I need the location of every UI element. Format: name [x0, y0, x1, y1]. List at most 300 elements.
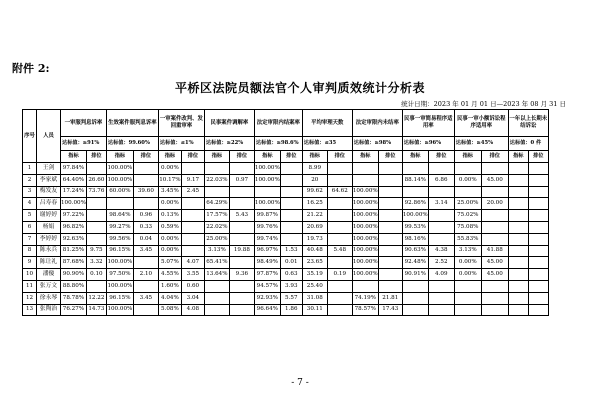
index-cell	[454, 304, 481, 316]
index-cell	[508, 163, 528, 175]
index-cell: 97.22%	[61, 210, 87, 222]
rank-cell: 1.53	[280, 245, 302, 257]
index-cell: 74.19%	[352, 292, 378, 304]
index-cell: 17.24%	[61, 186, 87, 198]
rank-cell	[181, 245, 204, 257]
target-value: 达标值：≥91%	[61, 137, 107, 151]
rank-cell: 4.38	[428, 245, 454, 257]
index-cell: 100.00%	[352, 269, 378, 281]
target-value: 达标值：≤35	[302, 137, 352, 151]
rank-cell	[133, 163, 158, 175]
rank-cell	[528, 174, 548, 186]
rank-cell	[428, 280, 454, 292]
row-seq: 13	[23, 304, 37, 316]
rank-cell: 2.52	[428, 257, 454, 269]
row-person-name: 吕寿春	[37, 198, 61, 210]
rank-cell: 14.73	[86, 304, 106, 316]
rank-cell: 2.10	[133, 269, 158, 281]
rank-cell: 9.75	[86, 245, 106, 257]
rank-cell	[86, 280, 106, 292]
index-cell	[352, 163, 378, 175]
rank-cell	[481, 186, 508, 198]
row-seq: 11	[23, 280, 37, 292]
index-cell	[508, 210, 528, 222]
index-cell: 3.13%	[204, 245, 229, 257]
rank-cell	[528, 221, 548, 233]
rank-cell	[229, 280, 254, 292]
rank-cell	[428, 186, 454, 198]
rank-cell: 20.00	[481, 198, 508, 210]
rank-cell	[378, 233, 402, 245]
index-cell: 88.80%	[61, 280, 87, 292]
index-cell: 40.48	[302, 245, 327, 257]
row-person-name: 李家斌	[37, 174, 61, 186]
rank-cell	[181, 163, 204, 175]
annex-label: 附件 2:	[12, 62, 50, 75]
rank-cell: 45.00	[481, 174, 508, 186]
index-cell: 96.15%	[106, 292, 133, 304]
rank-cell	[229, 292, 254, 304]
target-value: 达标值：0 件	[508, 137, 548, 151]
target-value: 达标值：99.60%	[106, 137, 158, 151]
rank-cell	[528, 304, 548, 316]
index-cell: 22.03%	[204, 174, 229, 186]
metric-header: 法定审限内未结率	[352, 110, 402, 137]
index-cell: 100.00%	[352, 210, 378, 222]
index-cell: 55.83%	[454, 233, 481, 245]
index-cell: 20	[302, 174, 327, 186]
index-cell: 100.00%	[61, 198, 87, 210]
index-cell: 0.00%	[454, 174, 481, 186]
index-cell: 0.00%	[158, 233, 181, 245]
rank-cell	[528, 245, 548, 257]
index-cell: 23.65	[302, 257, 327, 269]
rank-subheader: 排位	[86, 151, 106, 163]
index-cell	[402, 186, 428, 198]
index-cell	[402, 163, 428, 175]
index-subheader: 指标	[302, 151, 327, 163]
rank-cell	[181, 221, 204, 233]
index-cell: 100.00%	[352, 233, 378, 245]
rank-cell: 3.04	[181, 292, 204, 304]
rank-cell	[428, 210, 454, 222]
index-cell: 5.07%	[158, 257, 181, 269]
index-cell: 0.00%	[158, 163, 181, 175]
rank-cell	[327, 292, 352, 304]
rank-cell: 17.43	[378, 304, 402, 316]
index-cell: 0.00%	[454, 257, 481, 269]
row-seq: 10	[23, 269, 37, 281]
row-seq: 12	[23, 292, 37, 304]
row-person-name: 张陶治	[37, 304, 61, 316]
target-row	[23, 137, 549, 151]
index-cell	[402, 292, 428, 304]
rank-cell: 0.60	[181, 280, 204, 292]
index-subheader: 指标	[508, 151, 528, 163]
rank-cell: 0.01	[280, 257, 302, 269]
target-value: 达标值：≤1%	[158, 137, 204, 151]
rank-cell: 5.57	[280, 292, 302, 304]
index-cell: 99.76%	[254, 221, 280, 233]
rank-cell: 9.36	[229, 269, 254, 281]
rank-cell	[133, 280, 158, 292]
index-cell: 81.25%	[61, 245, 87, 257]
rank-subheader: 排位	[378, 151, 402, 163]
index-cell: 8.99	[302, 163, 327, 175]
rank-cell	[327, 210, 352, 222]
index-cell: 88.14%	[402, 174, 428, 186]
index-cell	[204, 292, 229, 304]
rank-cell	[280, 174, 302, 186]
rank-cell	[528, 269, 548, 281]
rank-cell: 0.10	[86, 269, 106, 281]
index-cell	[402, 280, 428, 292]
index-cell: 76.27%	[61, 304, 87, 316]
rank-cell	[327, 163, 352, 175]
rank-cell: 0.33	[133, 221, 158, 233]
rank-cell	[181, 210, 204, 222]
index-cell	[254, 186, 280, 198]
index-cell: 96.82%	[61, 221, 87, 233]
rank-cell: 45.00	[481, 257, 508, 269]
index-cell: 25.00%	[204, 233, 229, 245]
index-subheader: 指标	[204, 151, 229, 163]
index-cell	[508, 257, 528, 269]
rank-cell	[378, 280, 402, 292]
target-value: 达标值：≥98%	[352, 137, 402, 151]
rank-cell	[327, 221, 352, 233]
rank-cell: 3.55	[181, 269, 204, 281]
index-cell: 100.00%	[352, 221, 378, 233]
table-row	[23, 245, 549, 257]
index-cell	[508, 304, 528, 316]
index-cell: 99.74%	[254, 233, 280, 245]
rank-cell	[528, 198, 548, 210]
index-cell: 97.87%	[254, 269, 280, 281]
index-subheader: 指标	[254, 151, 280, 163]
index-cell: 0.00%	[158, 245, 181, 257]
rank-cell: 9.17	[181, 174, 204, 186]
rank-cell	[280, 198, 302, 210]
index-cell: 17.57%	[204, 210, 229, 222]
rank-cell	[481, 221, 508, 233]
row-person-name: 谢婷婷	[37, 210, 61, 222]
index-cell	[454, 292, 481, 304]
rank-cell	[528, 186, 548, 198]
index-cell: 92.93%	[254, 292, 280, 304]
rank-cell	[86, 210, 106, 222]
index-cell: 100.00%	[106, 304, 133, 316]
index-subheader: 指标	[352, 151, 378, 163]
rank-cell: 12.22	[86, 292, 106, 304]
index-cell: 1.60%	[158, 280, 181, 292]
document-title: 平桥区法院员额法官个人审判质效统计分析表	[174, 81, 425, 95]
index-cell	[454, 163, 481, 175]
rank-cell: 45.00	[481, 269, 508, 281]
rank-cell: 4.07	[181, 257, 204, 269]
index-cell: 99.27%	[106, 221, 133, 233]
index-cell	[352, 174, 378, 186]
rank-cell	[428, 221, 454, 233]
rank-cell	[428, 304, 454, 316]
index-cell: 16.25	[302, 198, 327, 210]
index-cell: 94.57%	[254, 280, 280, 292]
rank-cell	[327, 304, 352, 316]
table-row	[23, 257, 549, 269]
rank-cell	[528, 257, 548, 269]
index-cell	[454, 280, 481, 292]
rank-cell	[229, 233, 254, 245]
rank-cell: 21.81	[378, 292, 402, 304]
rank-subheader: 排位	[327, 151, 352, 163]
index-subheader: 指标	[402, 151, 428, 163]
subheader-row	[23, 151, 549, 163]
index-cell: 35.19	[302, 269, 327, 281]
rank-cell	[378, 210, 402, 222]
rank-cell	[481, 280, 508, 292]
row-person-name: 陈让礼	[37, 257, 61, 269]
person-header: 人员	[37, 110, 61, 163]
rank-cell	[327, 233, 352, 245]
row-seq: 8	[23, 245, 37, 257]
rank-cell	[378, 257, 402, 269]
rank-cell	[481, 304, 508, 316]
rank-cell	[528, 163, 548, 175]
rank-cell	[327, 198, 352, 210]
rank-cell	[86, 233, 106, 245]
row-seq: 9	[23, 257, 37, 269]
rank-cell: 6.86	[428, 174, 454, 186]
rank-subheader: 排位	[528, 151, 548, 163]
index-cell: 96.97%	[254, 245, 280, 257]
rank-cell	[280, 186, 302, 198]
row-person-name: 杨娟	[37, 221, 61, 233]
target-value: 达标值：≥96%	[402, 137, 454, 151]
row-person-name: 潘傻	[37, 269, 61, 281]
index-cell: 100.00%	[352, 257, 378, 269]
index-cell: 4.04%	[158, 292, 181, 304]
page-number: - 7 -	[291, 378, 309, 388]
metric-header: 民事一审简易程序适用率	[402, 110, 454, 137]
rank-cell	[528, 210, 548, 222]
rank-cell: 73.76	[86, 186, 106, 198]
index-cell: 31.08	[302, 292, 327, 304]
rank-cell	[280, 210, 302, 222]
index-cell: 64.40%	[61, 174, 87, 186]
rank-cell	[229, 186, 254, 198]
row-person-name: 梅发友	[37, 186, 61, 198]
index-cell: 64.29%	[204, 198, 229, 210]
rank-subheader: 排位	[428, 151, 454, 163]
rank-cell: 2.45	[181, 186, 204, 198]
index-cell: 99.62	[302, 186, 327, 198]
rank-cell: 41.88	[481, 245, 508, 257]
index-cell: 60.00%	[106, 186, 133, 198]
statistics-period: 统计日期：2023 年 01 月 01 日—2023 年 08 月 31 日	[401, 100, 566, 108]
index-cell: 22.02%	[204, 221, 229, 233]
index-cell: 0.00%	[158, 198, 181, 210]
metric-header: 一审服判息诉率	[61, 110, 107, 137]
index-subheader: 指标	[158, 151, 181, 163]
index-cell: 97.50%	[106, 269, 133, 281]
rank-cell	[86, 163, 106, 175]
index-cell: 78.78%	[61, 292, 87, 304]
index-cell: 100.00%	[352, 245, 378, 257]
rank-subheader: 排位	[229, 151, 254, 163]
index-cell: 10.17%	[158, 174, 181, 186]
index-cell	[508, 221, 528, 233]
rank-cell: 0.04	[133, 233, 158, 245]
rank-cell	[86, 221, 106, 233]
rank-cell: 64.62	[327, 186, 352, 198]
rank-cell: 3.45	[133, 245, 158, 257]
rank-subheader: 排位	[181, 151, 204, 163]
index-cell: 100.00%	[106, 280, 133, 292]
rank-cell	[133, 198, 158, 210]
index-cell	[106, 198, 133, 210]
index-cell: 3.13%	[454, 245, 481, 257]
row-seq: 2	[23, 174, 37, 186]
rank-cell	[378, 174, 402, 186]
index-cell: 98.64%	[106, 210, 133, 222]
rank-cell: 0.97	[229, 174, 254, 186]
index-cell: 92.86%	[402, 198, 428, 210]
index-cell: 0.13%	[158, 210, 181, 222]
rank-cell	[181, 233, 204, 245]
index-cell: 98.16%	[402, 233, 428, 245]
rank-subheader: 排位	[133, 151, 158, 163]
index-cell	[204, 186, 229, 198]
index-cell: 92.63%	[61, 233, 87, 245]
index-cell: 100.00%	[254, 163, 280, 175]
rank-cell	[280, 233, 302, 245]
row-seq: 3	[23, 186, 37, 198]
index-cell: 99.56%	[106, 233, 133, 245]
index-cell: 75.08%	[454, 221, 481, 233]
metric-header: 民事一审小额诉讼程序适用率	[454, 110, 508, 137]
index-cell: 25.40	[302, 280, 327, 292]
table-row	[23, 304, 549, 316]
index-subheader: 指标	[61, 151, 87, 163]
index-cell: 78.57%	[352, 304, 378, 316]
index-cell: 4.55%	[158, 269, 181, 281]
index-cell: 100.00%	[106, 174, 133, 186]
rank-cell	[133, 304, 158, 316]
index-cell	[402, 304, 428, 316]
index-cell: 100.00%	[106, 257, 133, 269]
rank-cell	[378, 186, 402, 198]
rank-cell	[378, 198, 402, 210]
index-cell: 65.41%	[204, 257, 229, 269]
table-row	[23, 280, 549, 292]
rank-cell	[86, 198, 106, 210]
rank-subheader: 排位	[280, 151, 302, 163]
index-cell: 97.84%	[61, 163, 87, 175]
row-seq: 4	[23, 198, 37, 210]
index-cell: 99.53%	[402, 221, 428, 233]
rank-cell	[229, 198, 254, 210]
rank-cell	[481, 233, 508, 245]
row-person-name: 李婷婷	[37, 233, 61, 245]
index-cell: 13.64%	[204, 269, 229, 281]
rank-cell	[428, 163, 454, 175]
rank-cell: 5.48	[327, 245, 352, 257]
rank-cell: 3.32	[86, 257, 106, 269]
header-row	[23, 110, 549, 137]
index-subheader: 指标	[106, 151, 133, 163]
metric-header: 一年以上长期未结诉讼	[508, 110, 548, 137]
row-seq: 1	[23, 163, 37, 175]
index-cell	[508, 186, 528, 198]
index-cell	[508, 198, 528, 210]
row-person-name: 王剑	[37, 163, 61, 175]
index-cell: 92.48%	[402, 257, 428, 269]
rank-cell: 1.86	[280, 304, 302, 316]
index-cell	[204, 280, 229, 292]
table-row	[23, 221, 549, 233]
index-cell	[204, 163, 229, 175]
index-cell: 98.49%	[254, 257, 280, 269]
rank-cell	[229, 304, 254, 316]
index-cell: 96.15%	[106, 245, 133, 257]
statistics-table	[22, 109, 549, 316]
index-cell: 99.87%	[254, 210, 280, 222]
index-cell: 100.00%	[254, 174, 280, 186]
rank-cell	[528, 233, 548, 245]
metric-header: 民事案件调解率	[204, 110, 254, 137]
rank-cell: 0.63	[280, 269, 302, 281]
rank-cell	[133, 257, 158, 269]
row-seq: 6	[23, 221, 37, 233]
index-cell	[454, 186, 481, 198]
rank-cell	[481, 163, 508, 175]
index-cell: 100.00%	[254, 198, 280, 210]
target-value: 达标值：≥98.6%	[254, 137, 302, 151]
rank-cell	[481, 292, 508, 304]
table-row	[23, 233, 549, 245]
index-cell: 21.22	[302, 210, 327, 222]
rank-cell	[229, 257, 254, 269]
target-value: 达标值：≥22%	[204, 137, 254, 151]
rank-cell: 0.96	[133, 210, 158, 222]
rank-cell	[378, 221, 402, 233]
rank-cell	[428, 233, 454, 245]
index-cell: 0.59%	[158, 221, 181, 233]
index-cell	[508, 292, 528, 304]
index-cell	[204, 304, 229, 316]
index-cell	[508, 174, 528, 186]
rank-cell	[528, 280, 548, 292]
target-value: 达标值：≥45%	[454, 137, 508, 151]
index-cell: 0.00%	[454, 269, 481, 281]
index-cell: 87.68%	[61, 257, 87, 269]
rank-cell: 19.88	[229, 245, 254, 257]
seq-header: 序号	[23, 110, 37, 163]
table-row	[23, 163, 549, 175]
table-row	[23, 210, 549, 222]
index-cell: 90.90%	[61, 269, 87, 281]
rank-cell: 26.60	[86, 174, 106, 186]
metric-header: 一审案件改判、发回重审率	[158, 110, 204, 137]
row-person-name: 徐永琴	[37, 292, 61, 304]
rank-cell: 0.19	[327, 269, 352, 281]
metric-header: 法定审限内结案率	[254, 110, 302, 137]
rank-cell	[378, 245, 402, 257]
row-person-name: 陈永兵	[37, 245, 61, 257]
rank-cell: 39.60	[133, 186, 158, 198]
rank-cell	[481, 210, 508, 222]
rank-subheader: 排位	[481, 151, 508, 163]
